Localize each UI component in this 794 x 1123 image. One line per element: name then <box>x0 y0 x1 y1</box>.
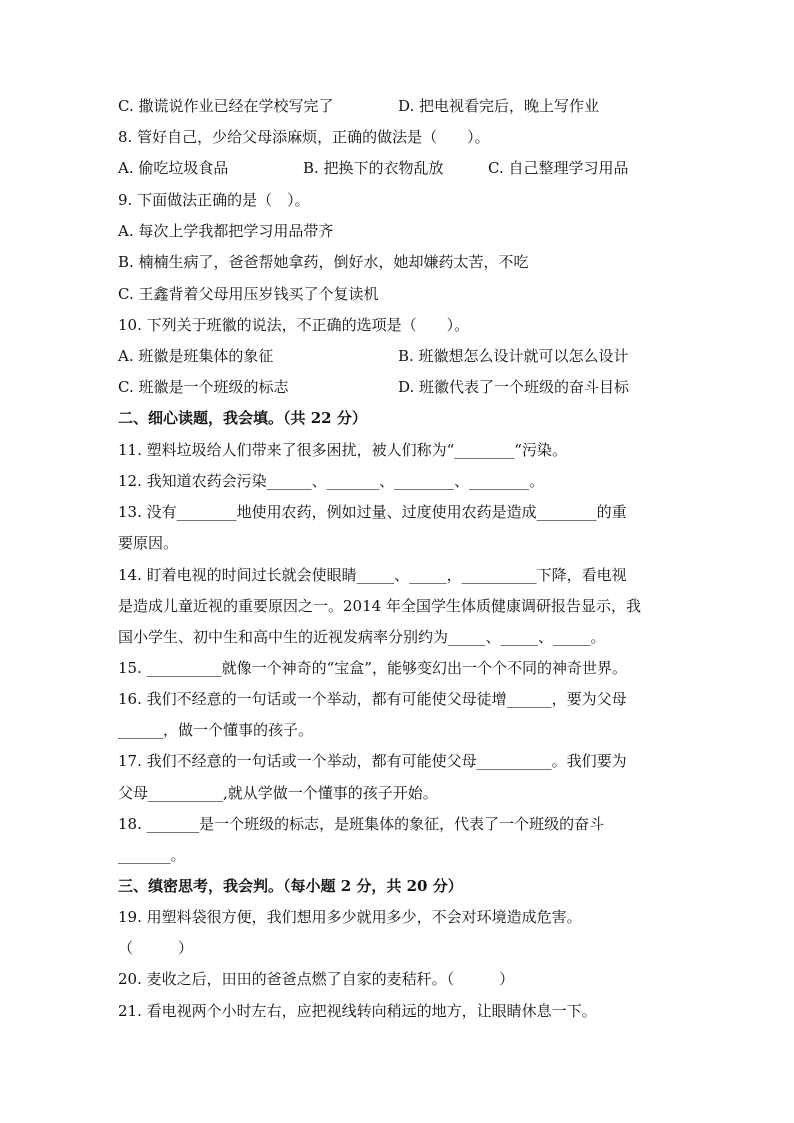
q18-line1: 18. _______是一个班级的标志，是班集体的象征，代表了一个班级的奋斗 <box>118 815 605 833</box>
q13-line2: 要原因。 <box>118 534 179 552</box>
q14-line1: 14. 盯着电视的时间过长就会使眼睛_____、_____，__________下降，看电视 <box>118 566 627 584</box>
q13-line1: 13. 没有________地使用农药，例如过量、过度使用农药是造成________的重 <box>118 503 627 521</box>
q14-line2: 是造成儿童近视的重要原因之一。2014 年全国学生体质健康调研报告显示，我 <box>118 597 641 615</box>
q16-line1: 16. 我们不经意的一句话或一个举动，都有可能使父母徒增______，要为父母 <box>118 690 627 708</box>
q15: 15. __________就像一个神奇的“宝盒”，能够变幻出一个个不同的神奇世界。 <box>118 659 627 677</box>
q14-line3: 国小学生、初中生和高中生的近视发病率分别约为_____、_____、_____。 <box>118 628 606 646</box>
q7-option-c: C. 撒谎说作业已经在学校写完了 <box>118 97 334 115</box>
q8-option-c: C. 自己整理学习用品 <box>488 159 629 177</box>
q7-option-d: D. 把电视看完后，晚上写作业 <box>398 97 600 115</box>
q21: 21. 看电视两个小时左右，应把视线转向稍远的地方，让眼睛休息一下。 <box>118 1002 597 1020</box>
q8-option-b: B. 把换下的衣物乱放 <box>303 159 444 177</box>
q10-option-b: B. 班徽想怎么设计就可以怎么设计 <box>398 347 629 365</box>
section-2-title: 二、细心读题，我会填。（共 22 分） <box>118 409 367 427</box>
q18-line2: _______。 <box>118 846 186 864</box>
q20: 20. 麦收之后，田田的爸爸点燃了自家的麦秸秆。（ ） <box>118 970 515 988</box>
q19-answer-blank: （ ） <box>118 939 194 957</box>
q9-stem: 9. 下面做法正确的是（ ）。 <box>118 191 310 209</box>
q10-option-a: A. 班徽是班集体的象征 <box>118 347 274 365</box>
q10-stem: 10. 下列关于班徽的说法，不正确的选项是（ ）。 <box>118 316 470 334</box>
q17-line1: 17. 我们不经意的一句话或一个举动，都有可能使父母__________。我们要为 <box>118 752 627 770</box>
section-3-title: 三、缜密思考，我会判。（每小题 2 分，共 20 分） <box>118 877 463 895</box>
q11: 11. 塑料垃圾给人们带来了很多困扰，被人们称为“________“污染。 <box>118 441 567 459</box>
q8-option-a: A. 偷吃垃圾食品 <box>118 159 229 177</box>
q10-option-d: D. 班徽代表了一个班级的奋斗目标 <box>398 378 630 396</box>
q9-option-b: B. 楠楠生病了，爸爸帮她拿药，倒好水，她却嫌药太苦，不吃 <box>118 253 529 271</box>
q9-option-c: C. 王鑫背着父母用压岁钱买了个复读机 <box>118 285 379 303</box>
q9-option-a: A. 每次上学我都把学习用品带齐 <box>118 222 334 240</box>
q16-line2: ______，做一个懂事的孩子。 <box>118 721 314 739</box>
q17-line2: 父母__________,就从学做一个懂事的孩子开始。 <box>118 784 438 802</box>
q19-line1: 19. 用塑料袋很方便，我们想用多少就用多少，不会对环境造成危害。 <box>118 908 582 926</box>
q8-stem: 8. 管好自己，少给父母添麻烦，正确的做法是（ ）。 <box>118 128 490 146</box>
q10-option-c: C. 班徽是一个班级的标志 <box>118 378 289 396</box>
q12: 12. 我知道农药会污染______、_______、________、________。 <box>118 472 545 490</box>
